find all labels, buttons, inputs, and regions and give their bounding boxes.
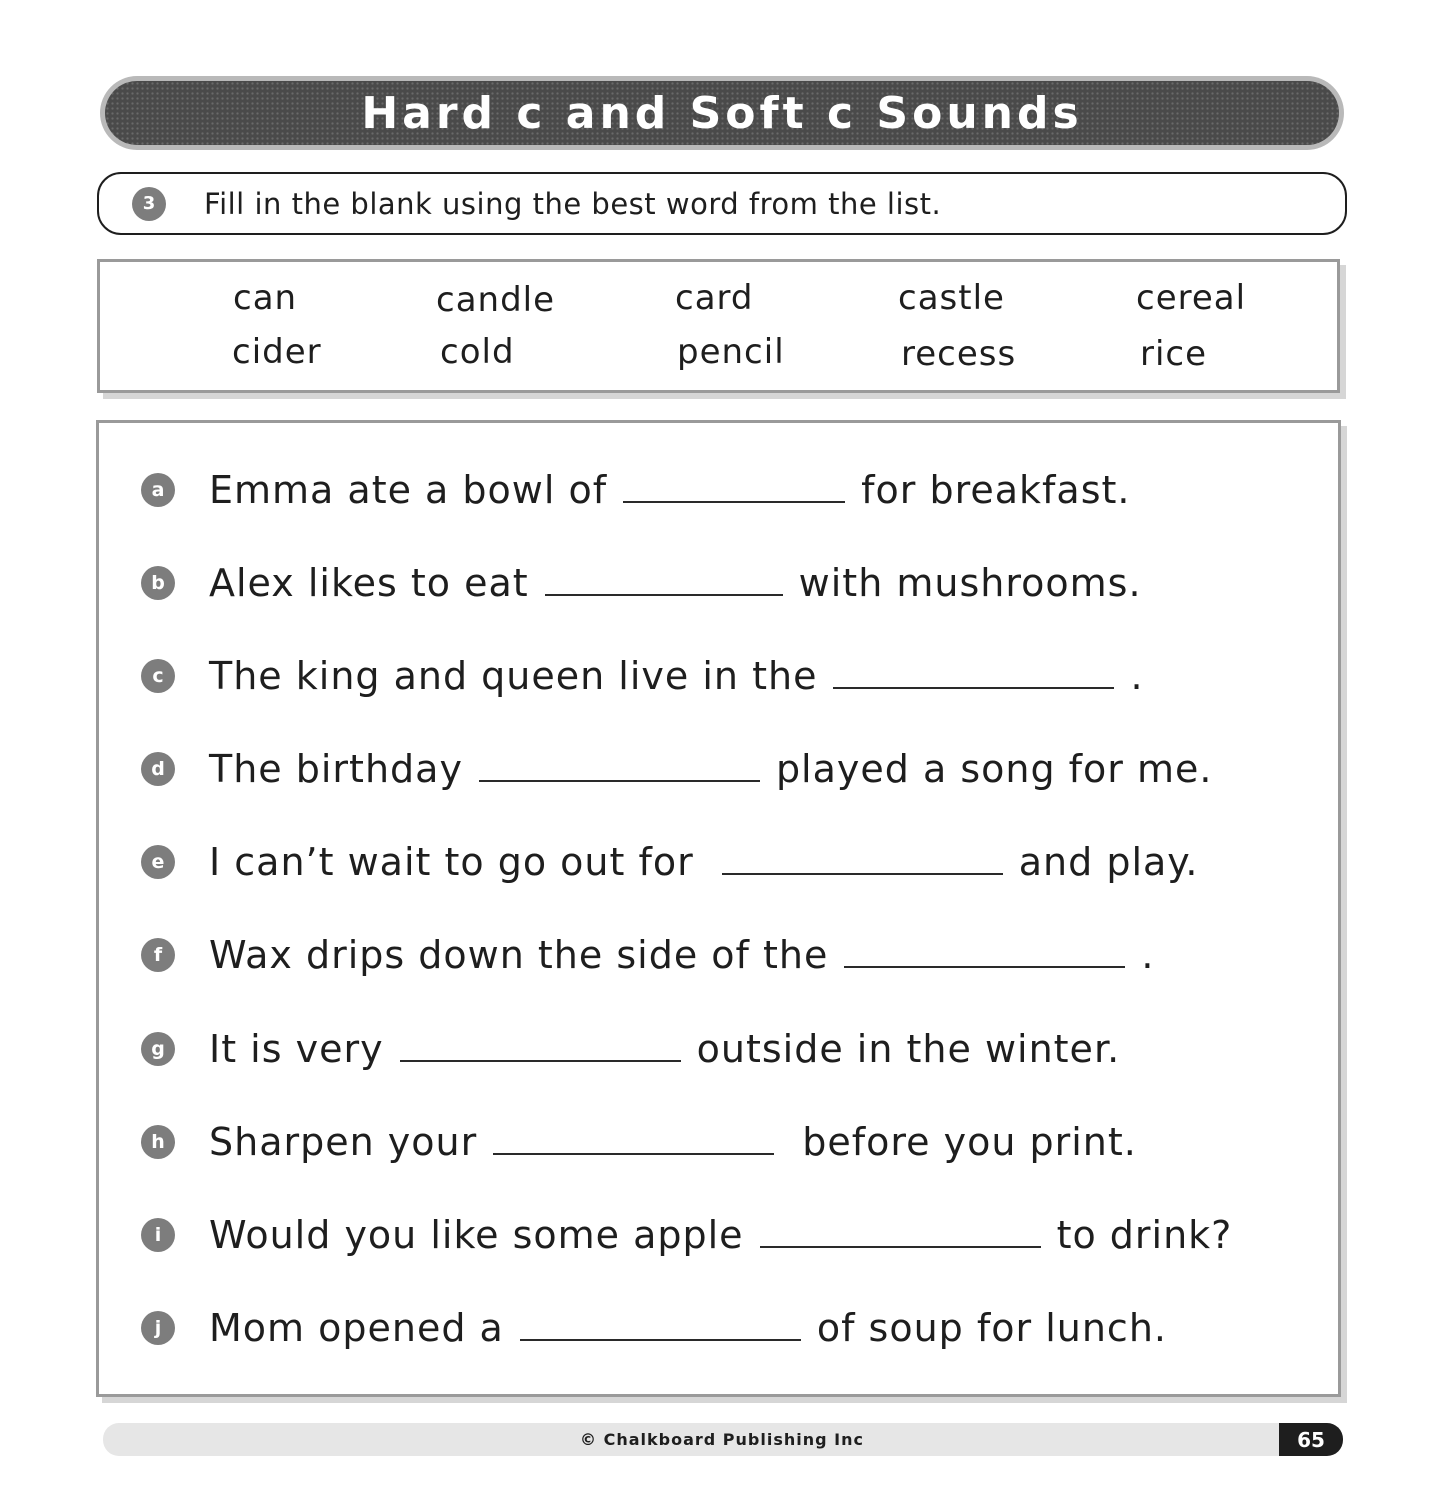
copyright-text: © Chalkboard Publishing Inc <box>580 1430 864 1449</box>
question-ending: with mushrooms. <box>798 561 1142 605</box>
answer-blank[interactable] <box>493 1152 774 1155</box>
answer-blank[interactable] <box>623 500 845 503</box>
question-letter-badge: h <box>141 1125 175 1159</box>
instruction-box <box>97 172 1347 235</box>
question-text <box>209 1213 1232 1257</box>
question-letter-badge: i <box>141 1218 175 1252</box>
question-letter-badge: a <box>141 473 175 507</box>
question-letter-badge: f <box>141 938 175 972</box>
question-ending: . <box>1130 654 1144 698</box>
word-bank-item: recess <box>901 334 1017 374</box>
answer-blank[interactable] <box>400 1059 681 1062</box>
question-row <box>99 1112 1338 1172</box>
question-ending: and play. <box>1018 840 1199 884</box>
question-prompt: Emma ate a bowl of <box>209 468 608 512</box>
word-bank-item: cold <box>440 332 515 372</box>
question-prompt: It is very <box>209 1027 384 1071</box>
question-text <box>209 1027 1120 1071</box>
question-ending: for breakfast. <box>861 468 1131 512</box>
question-ending: before you print. <box>802 1120 1137 1164</box>
question-prompt: The birthday <box>209 747 463 791</box>
question-row <box>99 1019 1338 1079</box>
question-ending: played a song for me. <box>775 747 1213 791</box>
question-letter-badge: g <box>141 1032 175 1066</box>
word-bank-item: rice <box>1140 334 1208 374</box>
answer-blank[interactable] <box>722 872 1003 875</box>
answer-blank[interactable] <box>760 1245 1041 1248</box>
question-letter-badge: b <box>141 566 175 600</box>
title-banner <box>100 76 1344 150</box>
question-row <box>99 739 1338 799</box>
word-bank-item: castle <box>898 278 1005 318</box>
question-text <box>209 561 1142 605</box>
question-ending: to drink? <box>1056 1213 1233 1257</box>
question-letter-badge: e <box>141 845 175 879</box>
question-text <box>209 1120 1137 1164</box>
word-bank-item: cereal <box>1136 278 1247 318</box>
instruction-text: Fill in the blank using the best word from the list. <box>204 186 942 221</box>
page-title: Hard c and Soft c Sounds <box>361 87 1083 139</box>
answer-blank[interactable] <box>520 1338 801 1341</box>
word-bank <box>97 259 1340 393</box>
question-ending: . <box>1141 933 1155 977</box>
answer-blank[interactable] <box>833 686 1114 689</box>
exercise-number-badge: 3 <box>132 187 166 221</box>
title-banner-inner <box>105 81 1339 145</box>
answer-blank[interactable] <box>844 965 1125 968</box>
question-row <box>99 553 1338 613</box>
word-bank-item: card <box>675 278 754 318</box>
answer-blank[interactable] <box>545 593 783 596</box>
question-letter-badge: c <box>141 659 175 693</box>
question-letter-badge: j <box>141 1311 175 1345</box>
footer-bar <box>103 1423 1341 1456</box>
question-text <box>209 747 1212 791</box>
question-text <box>209 1306 1167 1350</box>
question-letter-badge: d <box>141 752 175 786</box>
question-row <box>99 1205 1338 1265</box>
question-ending: outside in the winter. <box>696 1027 1121 1071</box>
answer-blank[interactable] <box>479 779 760 782</box>
question-row <box>99 832 1338 892</box>
word-bank-item: candle <box>436 280 556 320</box>
question-text <box>209 840 1198 884</box>
question-row <box>99 1298 1338 1358</box>
word-bank-item: cider <box>232 332 322 372</box>
question-prompt: Wax drips down the side of the <box>209 933 829 977</box>
question-prompt: Alex likes to eat <box>209 561 529 605</box>
question-row <box>99 925 1338 985</box>
question-prompt: Would you like some apple <box>209 1213 744 1257</box>
word-bank-item: can <box>233 278 298 318</box>
question-prompt: The king and queen live in the <box>209 654 818 698</box>
word-bank-item: pencil <box>677 332 785 372</box>
page-number: 65 <box>1279 1423 1343 1456</box>
question-text <box>209 654 1144 698</box>
question-text <box>209 468 1131 512</box>
question-prompt: Mom opened a <box>209 1306 504 1350</box>
question-prompt: I can’t wait to go out for <box>209 840 694 884</box>
questions-box <box>96 420 1341 1397</box>
question-ending: of soup for lunch. <box>816 1306 1167 1350</box>
question-row <box>99 460 1338 520</box>
question-text <box>209 933 1154 977</box>
question-row <box>99 646 1338 706</box>
question-prompt: Sharpen your <box>209 1120 478 1164</box>
